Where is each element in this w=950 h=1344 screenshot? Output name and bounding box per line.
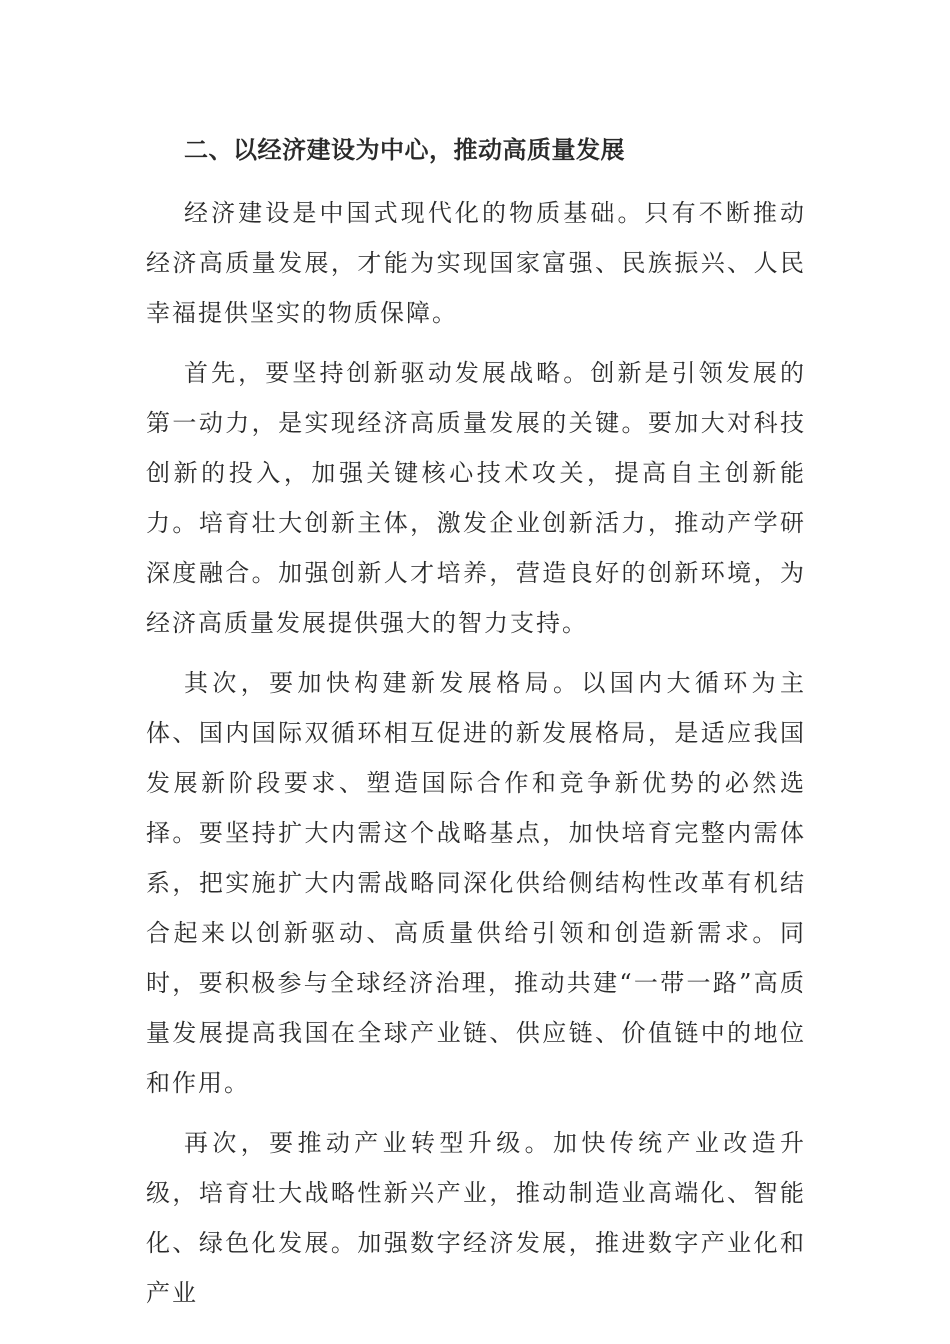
paragraph-innovation-strategy: 首先，要坚持创新驱动发展战略。创新是引领发展的第一动力，是实现经济高质量发展的关键。要加大对科技创新的投入，加强关键核心技术攻关，提高自主创新能力。培育壮大创新主体，激发企业创新活力，推动产学研深度融合。加强创新人才培养，营造良好的创新环境，为经济高质量发展提供强大的智力支持。 [146, 359, 806, 637]
paragraph-industrial-upgrading: 再次，要推动产业转型升级。加快传统产业改造升级，培育壮大战略性新兴产业，推动制造业高端化、智能化、绿色化发展。加强数字经济发展，推进数字产业化和产业 [146, 1129, 806, 1307]
document-body [146, 188, 806, 1318]
paragraph-economic-foundation: 经济建设是中国式现代化的物质基础。只有不断推动经济高质量发展，才能为实现国家富强、民族振兴、人民幸福提供坚实的物质保障。 [146, 199, 806, 327]
section-heading: 二、以经济建设为中心，推动高质量发展 [184, 136, 625, 164]
paragraph-new-development-pattern: 其次，要加快构建新发展格局。以国内大循环为主体、国内国际双循环相互促进的新发展格局，是适应我国发展新阶段要求、塑造国际合作和竞争新优势的必然选择。要坚持扩大内需这个战略基点，加快培育完整内需体系，把实施扩大内需战略同深化供给侧结构性改革有机结合起来以创新驱动、高质量供给引领和创造新需求。同时，要积极参与全球经济治理，推动共建“一带一路”高质量发展提高我国在全球产业链、供应链、价值链中的地位和作用。 [146, 669, 806, 1097]
